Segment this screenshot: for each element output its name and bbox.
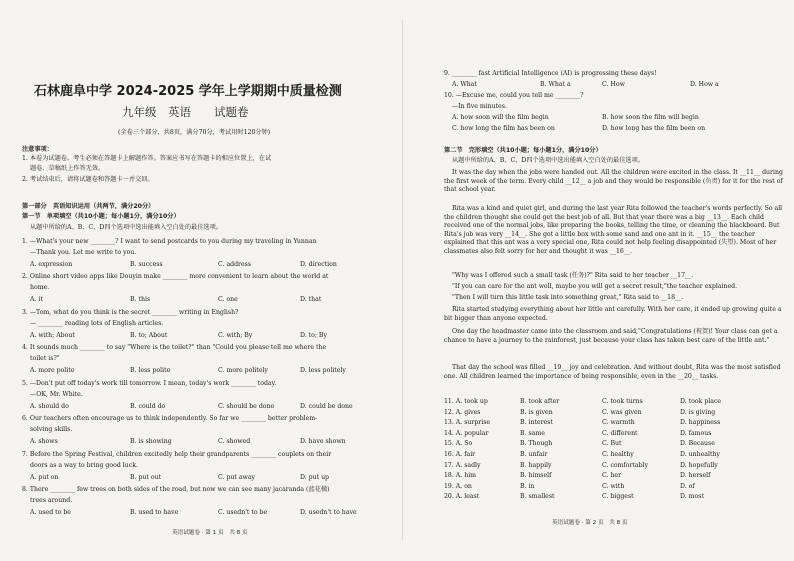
question-2: 2. Online short video apps like Douyin make ________ more convenient to learn about the world at <box>22 273 329 280</box>
cloze-q14-option-b[interactable]: B. same <box>520 429 545 437</box>
q1-option-d[interactable]: D. direction <box>300 261 337 268</box>
q7-option-c[interactable]: C. put away <box>218 474 256 481</box>
section-2-instructions: 从题中所给的A、B、C、D四个选项中选出能填入空白处的最佳选项。 <box>452 157 644 164</box>
cloze-q11-option-a[interactable]: 11. A. took up <box>444 398 488 405</box>
cloze-q12-option-d[interactable]: D. is giving <box>680 408 716 416</box>
q10-option-d[interactable]: D. how long has the film been on <box>602 125 706 132</box>
question-8: 8. There ________ few trees on both sides of the road, but now we can see many jacaranda (蓝花楹) <box>22 486 330 493</box>
cloze-q13-option-c[interactable]: C. warmth <box>602 419 635 427</box>
q5-option-a[interactable]: A. should do <box>30 403 69 410</box>
q4-option-d[interactable]: D. less politely <box>300 367 346 374</box>
cloze-q15-option-b[interactable]: B. Though <box>520 440 553 448</box>
exam-info: (全卷三个部分，共8页，满分70分，考试用时120分钟) <box>118 129 271 136</box>
passage-paragraph-3: "Why was I offered such a small task (任务)?" Rita said to her teacher __17__. <box>452 272 694 279</box>
q3-option-a[interactable]: A. with; About <box>30 332 75 339</box>
exam-subtitle: 九年级 英语 试题卷 <box>122 105 249 119</box>
section-1-heading: 第一节 单项填空（共10小题；每小题1分，满分10分） <box>22 213 180 220</box>
question-10: 10. —Excuse me, could you tell me ________? <box>444 92 584 99</box>
notes-title: 注意事项： <box>22 146 53 153</box>
q1-option-b[interactable]: B. success <box>130 261 163 268</box>
q7-option-a[interactable]: A. put on <box>30 474 59 481</box>
q10-option-c[interactable]: C. how long the film has been on <box>452 125 555 132</box>
right-page <box>412 0 783 561</box>
q6-option-d[interactable]: D. have shown <box>300 438 346 445</box>
question-8-cont: trees around. <box>30 497 73 504</box>
q5-option-b[interactable]: B. could do <box>130 403 166 410</box>
q6-option-c[interactable]: C. showed <box>218 438 251 445</box>
cloze-q18-option-a[interactable]: 18. A. him <box>444 472 477 480</box>
cloze-q17-option-d[interactable]: D. hopefully <box>680 461 718 469</box>
q9-option-a[interactable]: A. What <box>452 81 477 88</box>
q3-option-c[interactable]: C. with; By <box>218 332 253 339</box>
q2-option-a[interactable]: A. it <box>30 296 43 303</box>
question-4: 4. It sounds much ________ to say "Where is the toilet?" than "Could you please tell me where the <box>22 344 327 351</box>
passage-paragraph-8: That day the school was filled __19__ joy and celebration. And without doubt, Rita was the most satisfied one. All children learned the importance of being responsible, even in the __20__ tasks. <box>444 364 781 380</box>
page-footer-2: 英语试题卷 · 第 2 页 共 8 页 <box>552 520 628 526</box>
section-1-instructions: 从题中所给的A、B、C、D四个选项中选出能填入空白处的最佳选项。 <box>30 224 222 231</box>
question-5: 5. —Don't put off today's work till tomorrow. I mean, today's work ________ today. <box>22 380 277 387</box>
q8-option-a[interactable]: A. used to be <box>30 509 71 516</box>
question-10-response: —In five minutes. <box>452 103 507 110</box>
note-1: 1. 本卷为试题卷。考生必须在答题卡上解题作答。答案应书写在答题卡的相应位置上，在试 <box>22 155 272 162</box>
q8-option-d[interactable]: D. usedn't to have <box>300 509 357 516</box>
cloze-q20-option-d[interactable]: D. most <box>680 493 704 501</box>
cloze-q18-option-d[interactable]: D. herself <box>680 472 711 480</box>
cloze-q11-option-d[interactable]: D. took place <box>680 398 722 405</box>
q6-option-b[interactable]: B. is showing <box>130 438 172 445</box>
cloze-q13-option-d[interactable]: D. happiness <box>680 419 721 427</box>
q5-option-c[interactable]: C. should be done <box>218 403 275 410</box>
question-3: 3. —Tom, what do you think is the secret ________ writing in English? <box>22 309 239 316</box>
passage-paragraph-2: Rita was a kind and quiet girl, and during the last year Rita followed the teacher's words perfectly. So all the children thought she could get the best job of all. But that year there was a big __13__. Each child received one of the normal jobs, like preparing the books, telling the time, or cleaning the blackboard. But Rita's job was very __14__. She got a little box with some sand and one ant in it. __15__ the teacher explained that this ant was a very special one, Rita could not help feeling disappointed (失望). Most of her classmates also felt sorry for her and thought it was __16__. <box>444 205 783 255</box>
question-6: 6. Our teachers often encourage us to think independently. So far we ________ better problem- <box>22 415 318 422</box>
cloze-q14-option-d[interactable]: D. famous <box>680 429 712 437</box>
q9-option-b[interactable]: B. What a <box>540 81 571 88</box>
cloze-q19-option-d[interactable]: D. of <box>680 482 695 490</box>
cloze-q12-option-a[interactable]: 12. A. gives <box>444 408 481 416</box>
question-1: 1. —What's your new ________? I want to send postcards to you during my traveling in Yunnan <box>22 238 317 245</box>
q2-option-b[interactable]: B. this <box>130 296 151 303</box>
q4-option-a[interactable]: A. more polite <box>30 367 75 374</box>
cloze-q17-option-b[interactable]: B. happily <box>520 461 552 469</box>
q7-option-d[interactable]: D. put up <box>300 474 330 481</box>
question-3-response: — ________ reading lots of English articles. <box>30 320 164 327</box>
cloze-q15-option-a[interactable]: 15. A. So <box>444 440 473 448</box>
left-page <box>22 0 394 561</box>
cloze-q14-option-c[interactable]: C. different <box>602 429 638 437</box>
cloze-q18-option-b[interactable]: B. himself <box>520 472 552 480</box>
cloze-q15-option-d[interactable]: D. Because <box>680 440 715 448</box>
section-2-heading: 第二节 完形填空（共10小题；每小题1分，满分10分） <box>444 147 602 154</box>
question-5-response: —OK, Mr. White. <box>30 391 83 398</box>
q1-option-c[interactable]: C. address <box>218 261 252 268</box>
q3-option-b[interactable]: B. to; About <box>130 332 168 339</box>
cloze-q19-option-c[interactable]: C. with <box>602 482 625 490</box>
cloze-q20-option-c[interactable]: C. biggest <box>602 493 634 501</box>
passage-paragraph-1: It was the day when the jobs were handed out. All the children were excited in the class. It __11__ during the first week of the term. Every child __12__ a job and they would be responsible (负责) for it for the rest of that school year. <box>444 169 783 194</box>
question-2-cont: home. <box>30 284 50 291</box>
q2-option-d[interactable]: D. that <box>300 296 322 303</box>
page-footer-1: 英语试题卷 · 第 1 页 共 8 页 <box>172 530 248 536</box>
q9-option-c[interactable]: C. How <box>602 81 625 88</box>
cloze-q12-option-b[interactable]: B. is given <box>520 408 553 416</box>
cloze-q11-option-c[interactable]: C. took turns <box>602 398 643 405</box>
passage-paragraph-4: "If you can care for the ant well, maybe you will get a secret result,"the teacher explained. <box>452 283 738 290</box>
cloze-q16-option-c[interactable]: C. healthy <box>602 451 634 458</box>
question-4-cont: toilet is?" <box>30 355 60 362</box>
question-1-response: —Thank you. Let me write to you. <box>30 249 137 256</box>
cloze-q20-option-b[interactable]: B. smallest <box>520 493 555 501</box>
cloze-q12-option-c[interactable]: C. was given <box>602 408 642 416</box>
note-1-cont: 题卷、草稿纸上作答无效。 <box>30 165 105 172</box>
q9-option-d[interactable]: D. How a <box>690 81 719 88</box>
question-7: 7. Before the Spring Festival, children excitedly help their grandparents ________ couplets on their <box>22 451 332 458</box>
cloze-q17-option-a[interactable]: 17. A. sadly <box>444 461 481 469</box>
q4-option-c[interactable]: C. more politely <box>218 367 268 374</box>
q6-option-a[interactable]: A. shows <box>30 438 58 445</box>
q7-option-b[interactable]: B. put out <box>130 474 162 481</box>
q8-option-b[interactable]: B. used to have <box>130 509 179 516</box>
question-6-cont: solving skills. <box>30 426 73 433</box>
part-1-heading: 第一部分 英语知识运用（共两节，满分20分） <box>22 203 155 210</box>
cloze-q19-option-a[interactable]: 19. A. on <box>444 482 472 490</box>
passage-paragraph-6: Rita started studying everything about her little ant carefully. With her care, it ended up growing quite a bit bigger than anyone expected. <box>444 306 782 322</box>
passage-paragraph-7: One day the headmaster came into the classroom and said,"Congratulations (祝贺)! Your class can get a chance to have a journey to the rainforest, just because your class has taken best care of the little ant." <box>444 328 778 344</box>
cloze-q20-option-a[interactable]: 20. A. least <box>444 493 480 501</box>
cloze-q13-option-b[interactable]: B. interest <box>520 419 553 427</box>
cloze-q14-option-a[interactable]: 14. A. popular <box>444 429 489 437</box>
cloze-q16-option-a[interactable]: 16. A. fair <box>444 451 476 458</box>
passage-paragraph-5: "Then I will turn this little task into something great," Rita said to __18__. <box>452 294 684 301</box>
question-7-cont: doors as a way to bring good luck. <box>30 462 138 469</box>
cloze-q17-option-c[interactable]: C. comfortably <box>602 461 649 469</box>
q4-option-b[interactable]: B. less polite <box>130 367 171 374</box>
cloze-q16-option-b[interactable]: B. unfair <box>520 451 548 458</box>
question-9: 9. ________ fast Artificial Intelligence (AI) is progressing these days! <box>444 70 657 77</box>
cloze-q15-option-c[interactable]: C. But <box>602 440 622 448</box>
q2-option-c[interactable]: C. one <box>218 296 238 303</box>
q5-option-d[interactable]: D. could be done <box>300 403 353 410</box>
cloze-q18-option-c[interactable]: C. her <box>602 472 622 480</box>
cloze-q11-option-b[interactable]: B. took after <box>520 398 560 405</box>
note-2: 2. 考试结束后，请将试题卷和答题卡一并交回。 <box>22 176 154 183</box>
q8-option-c[interactable]: C. usedn't to be <box>218 509 268 516</box>
page-divider <box>402 20 403 540</box>
exam-title: 石林鹿阜中学 2024-2025 学年上学期期中质量检测 <box>34 84 342 99</box>
cloze-q13-option-a[interactable]: 13. A. surprise <box>444 419 491 427</box>
cloze-q19-option-b[interactable]: B. in <box>520 482 535 490</box>
cloze-q16-option-d[interactable]: D. unhealthy <box>680 451 720 458</box>
q10-option-a[interactable]: A. how soon will the film begin <box>452 114 549 121</box>
q1-option-a[interactable]: A. expression <box>30 261 73 268</box>
q3-option-d[interactable]: D. to; By <box>300 332 327 339</box>
q10-option-b[interactable]: B. how soon the film will begin <box>602 114 699 121</box>
